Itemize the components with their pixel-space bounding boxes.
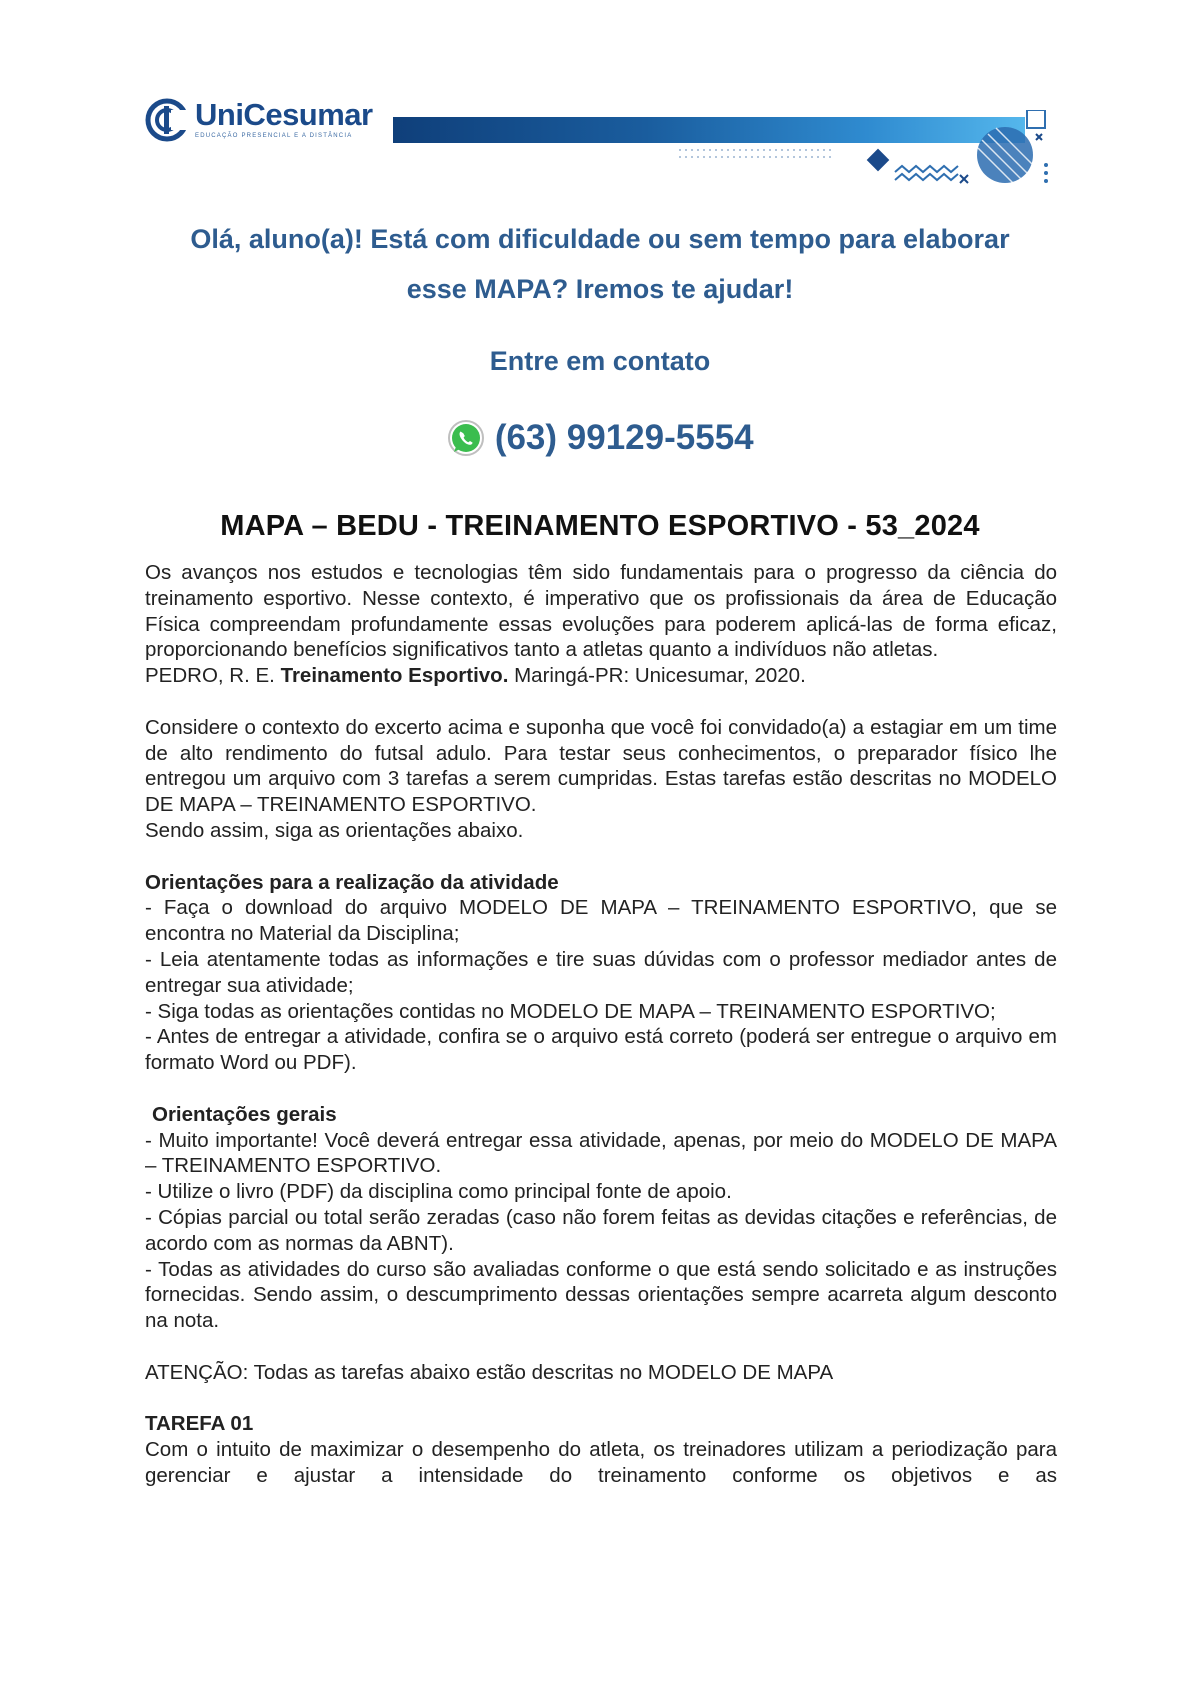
context-paragraph: Considere o contexto do excerto acima e suponha que você foi convidado(a) a estagiar em um time de alto rendimento do futsal adulo. Para testar seus conhecimentos, o preparador físico lhe entregou um arquivo com 3 tarefas a serem cumpridas. Estas tarefas estão descritas no MODELO DE MAPA – TREINAMENTO ESPORTIVO. [145,715,1057,817]
promo-contact-label: Entre em contato [489,346,711,376]
reference-suffix: Maringá-PR: Unicesumar, 2020. [508,664,806,688]
context-closing: Sendo assim, siga as orientações abaixo. [145,818,524,842]
phone-contact[interactable] [145,418,1055,458]
brand-name: UniCesumar [195,97,373,132]
list-item: - Siga todas as orientações contidas no MODELO DE MAPA – TREINAMENTO ESPORTIVO; [145,999,996,1023]
list-item: - Antes de entregar a atividade, confira se o arquivo está correto (poderá ser entregue o arquivo em formato Word ou PDF). [145,1025,1057,1075]
section-heading-gerais: Orientações gerais [152,1102,337,1126]
task-text: Com o intuito de maximizar o desempenho do atleta, os treinadores utilizam a periodização para gerenciar e ajustar a intensidade do treinamento conforme os objetivos e as [145,1438,1057,1487]
attention-note: ATENÇÃO: Todas as tarefas abaixo estão descritas no MODELO DE MAPA [145,1360,834,1384]
section-heading-atividade: Orientações para a realização da atividade [145,870,559,894]
intro-paragraph: Os avanços nos estudos e tecnologias têm sido fundamentais para o progresso da ciência do treinamento esportivo. Nesse contexto, é imperativo que os profissionais da área de Educação Física compreendam profundamente essas evoluções para poderem aplicá-las de forma eficaz, proporcionando benefícios significativos tanto a atletas quanto a indivíduos não atletas. [145,561,1057,662]
list-item: - Todas as atividades do curso são avaliadas conforme o que está sendo solicitado e as instruções fornecidas. Sendo assim, o descumprimento dessas orientações sempre acarreta algum desconto na nota. [145,1257,1057,1333]
unicesumar-logo-mark-icon [145,98,189,142]
task-heading: TAREFA 01 [145,1412,254,1436]
list-item: - Faça o download do arquivo MODELO DE MAPA – TREINAMENTO ESPORTIVO, que se encontra no Material da Disciplina; [145,896,1057,946]
reference-line [145,663,1057,689]
list-item: - Utilize o livro (PDF) da disciplina como principal fonte de apoio. [145,1180,732,1204]
promo-line-1: Olá, aluno(a)! Está com dificuldade ou sem tempo para elaborar [190,224,1010,254]
document-title: MAPA – BEDU - TREINAMENTO ESPORTIVO - 53_2024 [220,510,980,542]
whatsapp-icon [446,418,486,458]
header-decoration-graphic [670,110,1070,200]
document-body [145,560,1057,1489]
unicesumar-logo [145,98,373,142]
phone-number: (63) 99129-5554 [494,418,754,457]
reference-prefix: PEDRO, R. E. [145,664,281,688]
reference-book-title: Treinamento Esportivo. [280,664,509,688]
page-header [0,0,1200,210]
list-item: - Muito importante! Você deverá entregar essa atividade, apenas, por meio do MODELO DE MAPA – TREINAMENTO ESPORTIVO. [145,1128,1057,1178]
brand-tagline: EDUCAÇÃO PRESENCIAL E A DISTÂNCIA [195,133,353,139]
promo-line-2: esse MAPA? Iremos te ajudar! [406,274,794,304]
list-item: - Leia atentamente todas as informações e tire suas dúvidas com o professor mediador antes de entregar sua atividade; [145,947,1057,997]
list-item: - Cópias parcial ou total serão zeradas (caso não forem feitas as devidas citações e referências, de acordo com as normas da ABNT). [145,1205,1057,1255]
